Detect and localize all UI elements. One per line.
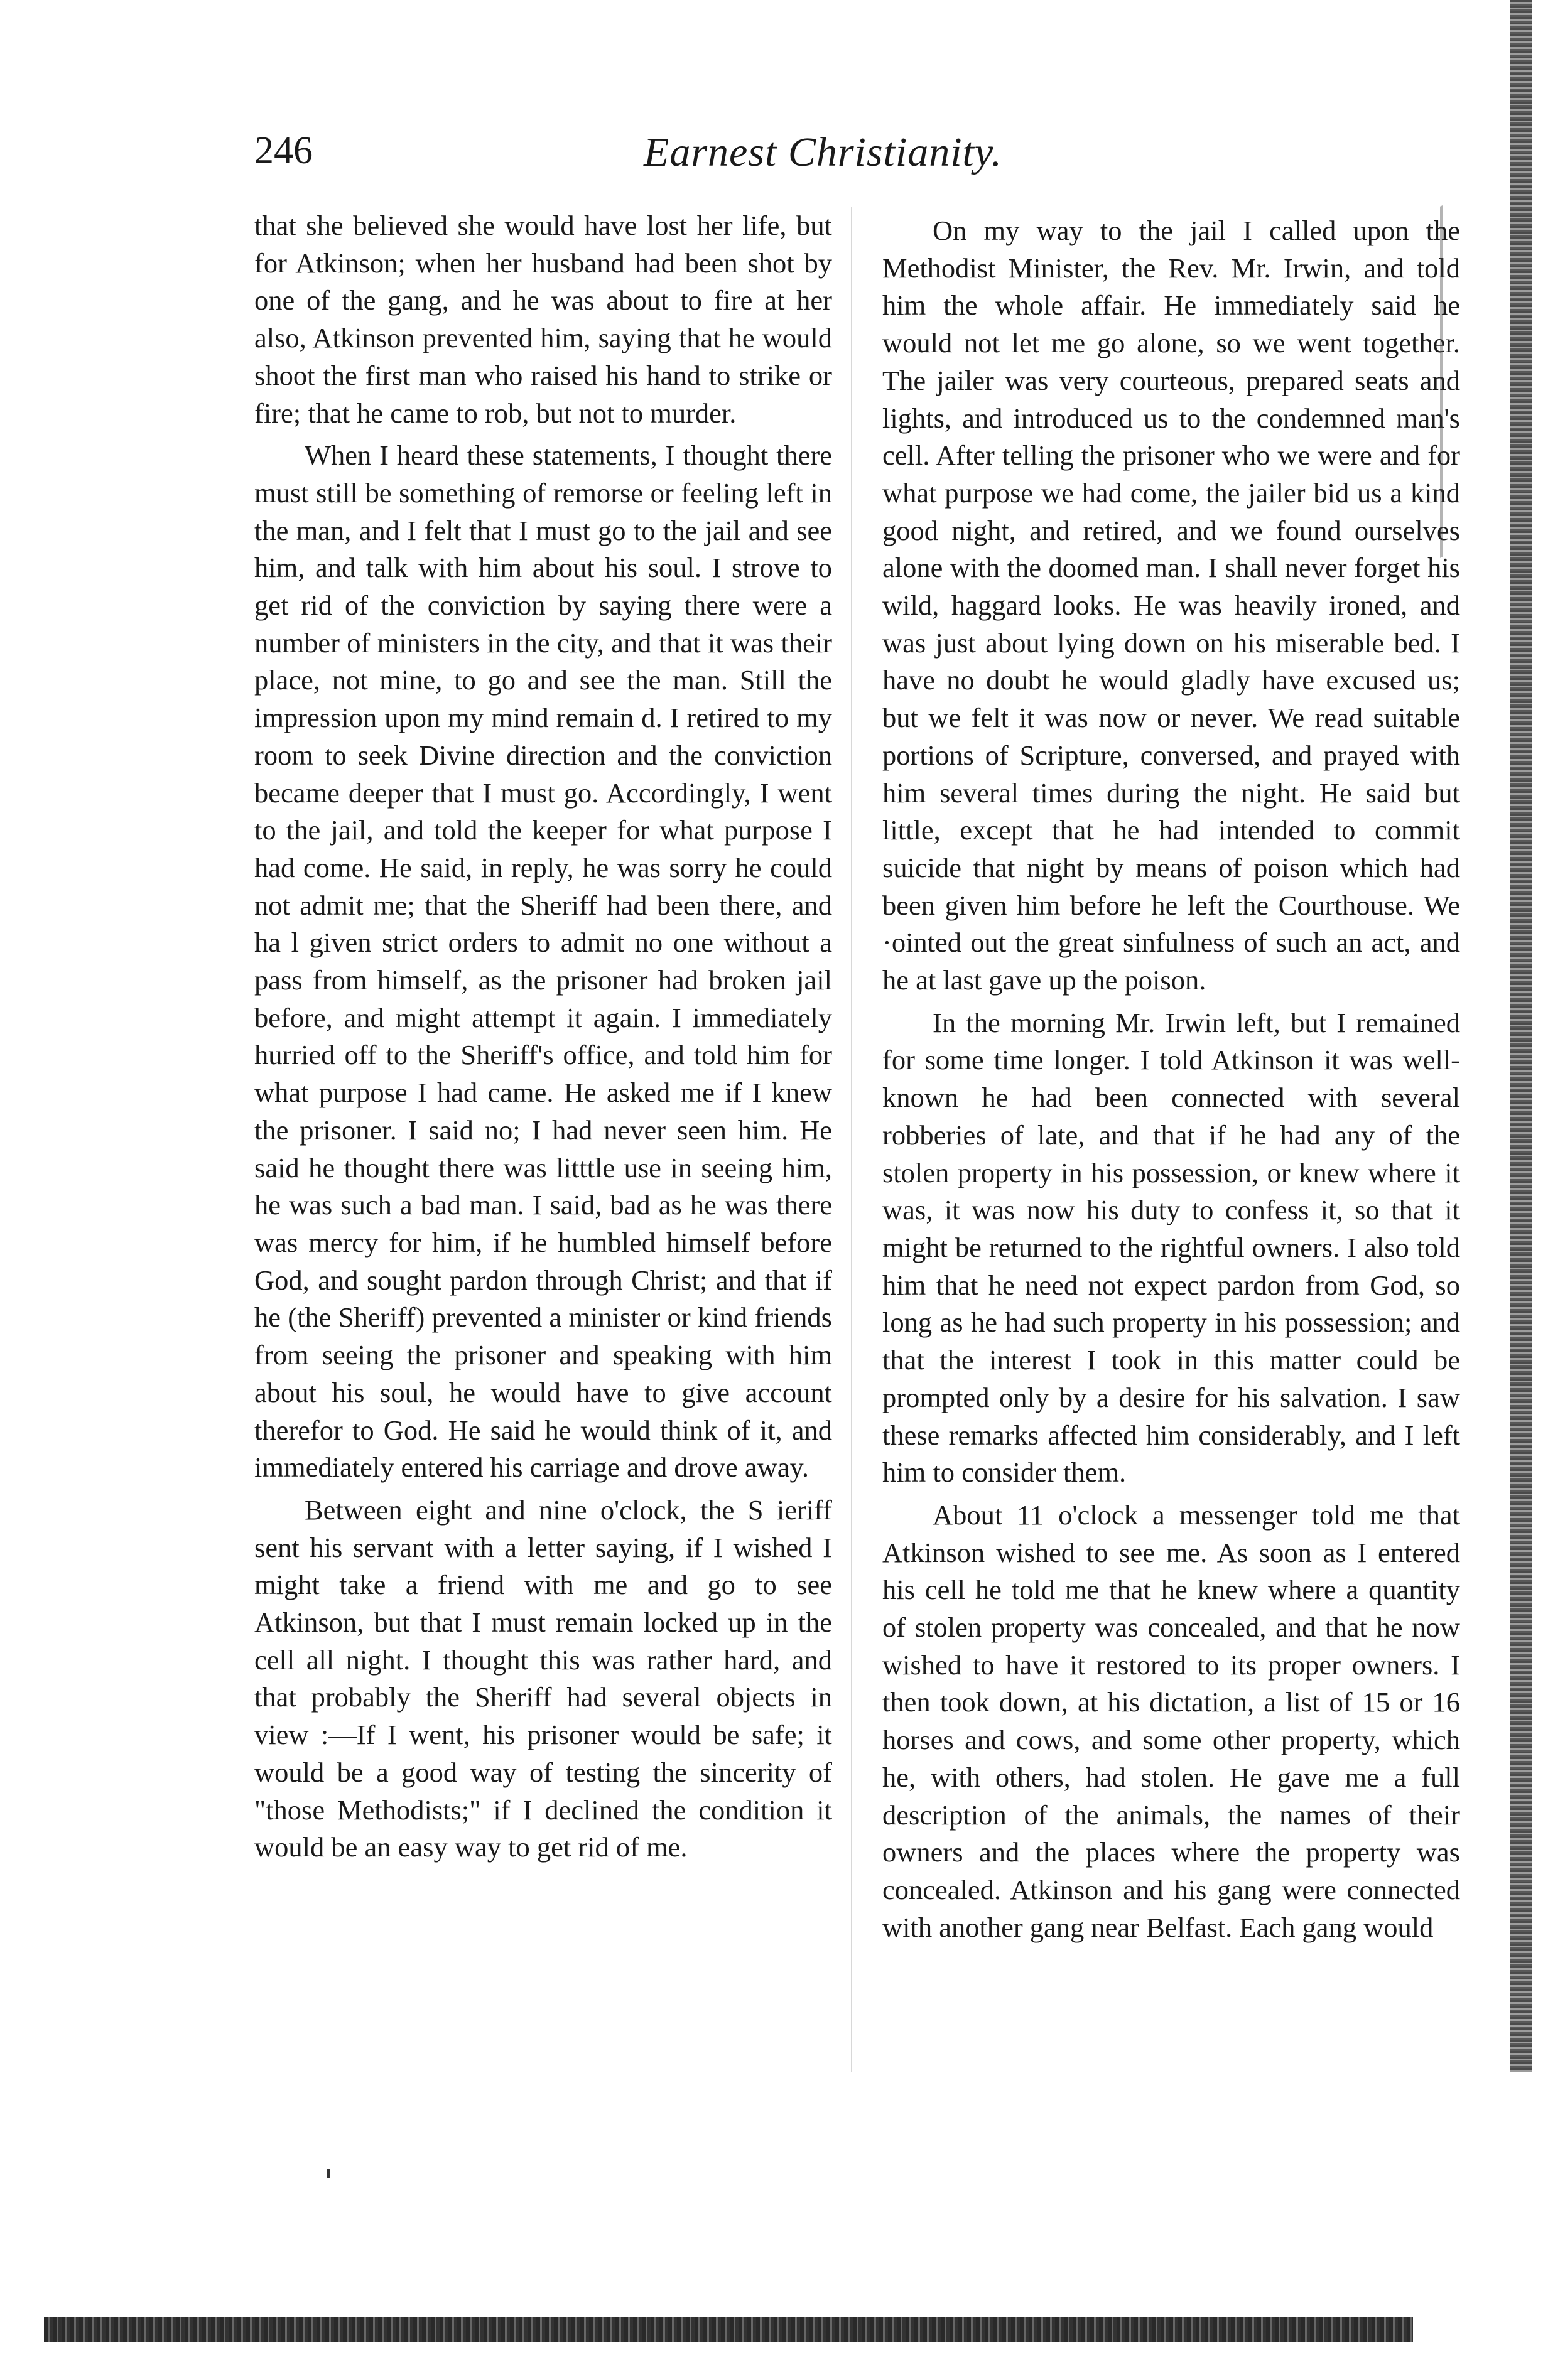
paragraph: About 11 o'clock a messenger told me that Atkinson wished to see me. As soon as I entered his cell he told me that he knew where a quantity of stolen property was concealed, and that he now wished to have it restored to its proper owners. I then took down, at his dictation, a list of 15 or 16 horses and cows, and some other property, which he, with others, had stolen. He gave me a full description of the animals, the names of their owners and the places where the property was concealed. Atkinson and his gang were connected with another gang near Belfast. Each gang would — [882, 1499, 1460, 1943]
paragraph: Between eight and nine o'clock, the S ieriff sent his servant with a letter saying, if I wished I might take a friend with me and go to see Atkinson, but that I must remain locked up in the cell all night. I thought this was rather hard, and that probably the Sheriff had several objects in view :—If I went, his prisoner would be safe; it would be a good way of testing the sincerity of "those Methodists;" if I declined the condition it would be an easy way to get rid of me. — [254, 1494, 832, 1863]
right-column — [882, 207, 1460, 1946]
page-header — [254, 129, 1410, 185]
running-title: Earnest Christianity. — [644, 129, 1003, 175]
page-number: 246 — [254, 129, 313, 172]
paragraph: When I heard these statements, I thought there must still be something of remorse or feeling left in the man, and I felt that I must go to the jail and see him, and talk with him about his soul. I strove to get rid of the conviction by saying there were a number of ministers in the city, and that it was their place, not mine, to go and see the man. Still the impression upon my mind remain d. I retired to my room to seek Divine direction and the conviction became deeper that I must go. Accordingly, I went to the jail, and told the keeper for what purpose I had come. He said, in reply, he was sorry he could not admit me; that the Sheriff had been there, and ha l given strict orders to admit no one without a pass from himself, as the prisoner had broken jail before, and might attempt it again. I immediately hurried off to the Sheriff's office, and told him for what purpose I had came. He asked me if I knew the prisoner. I said no; I had never seen him. He said he thought there was litttle use in seeing him, he was such a bad man. I said, bad as he was there was mercy for him, if he humbled himself before God, and sought pardon through Christ; and that if he (the Sheriff) prevented a minister or kind friends from seeing the prisoner and speaking with him about his soul, he would have to give account therefor to God. He said he would think of it, and immediately entered his carriage and drove away. — [254, 439, 832, 1483]
paragraph: that she believed she would have lost her life, but for Atkinson; when her husband had been shot by one of the gang, and he was about to fire at her also, Atkinson prevented him, saying that he would shoot the first man who raised his hand to strike or fire; that he came to rob, but not to murder. — [254, 210, 832, 429]
column-divider — [851, 207, 852, 2072]
left-column — [254, 207, 832, 1866]
paragraph: On my way to the jail I called upon the Methodist Minister, the Rev. Mr. Irwin, and told him the whole affair. He immediately said he would not let me go alone, so we went together. The jailer was very courteous, prepared seats and lights, and introduced us to the condemned man's cell. After telling the prisoner who we were and for what purpose we had come, the jailer bid us a kind good night, and retired, and we found ourselves alone with the doomed man. I shall never forget his wild, haggard looks. He was heavily ironed, and was just about lying down on his miserable bed. I have no doubt he would gladly have excused us; but we felt it was now or never. We read suitable portions of Scripture, conversed, and prayed with him several times during the night. He said but little, except that he had intended to commit suicide that night by means of poison which had been given him before he left the Courthouse. We ·ointed out the great sinfulness of such an act, and he at last gave up the poison. — [882, 215, 1460, 996]
page-edge-shadow — [1440, 170, 1518, 558]
ink-speck — [327, 2169, 330, 2178]
bottom-scan-edge — [44, 2317, 1413, 2342]
paragraph: In the morning Mr. Irwin left, but I remained for some time longer. I told Atkinson it was well-known he had been connected with several robberies of late, and that if he had any of the stolen property in his possession, or knew where it was, it was now his duty to confess it, so that it might be returned to the rightful owners. I also told him that he need not expect pardon from God, so long as he had such property in his possession; and that the interest I took in this matter could be prompted only by a desire for his salvation. I saw these remarks affected him considerably, and I left him to consider them. — [882, 1006, 1460, 1489]
